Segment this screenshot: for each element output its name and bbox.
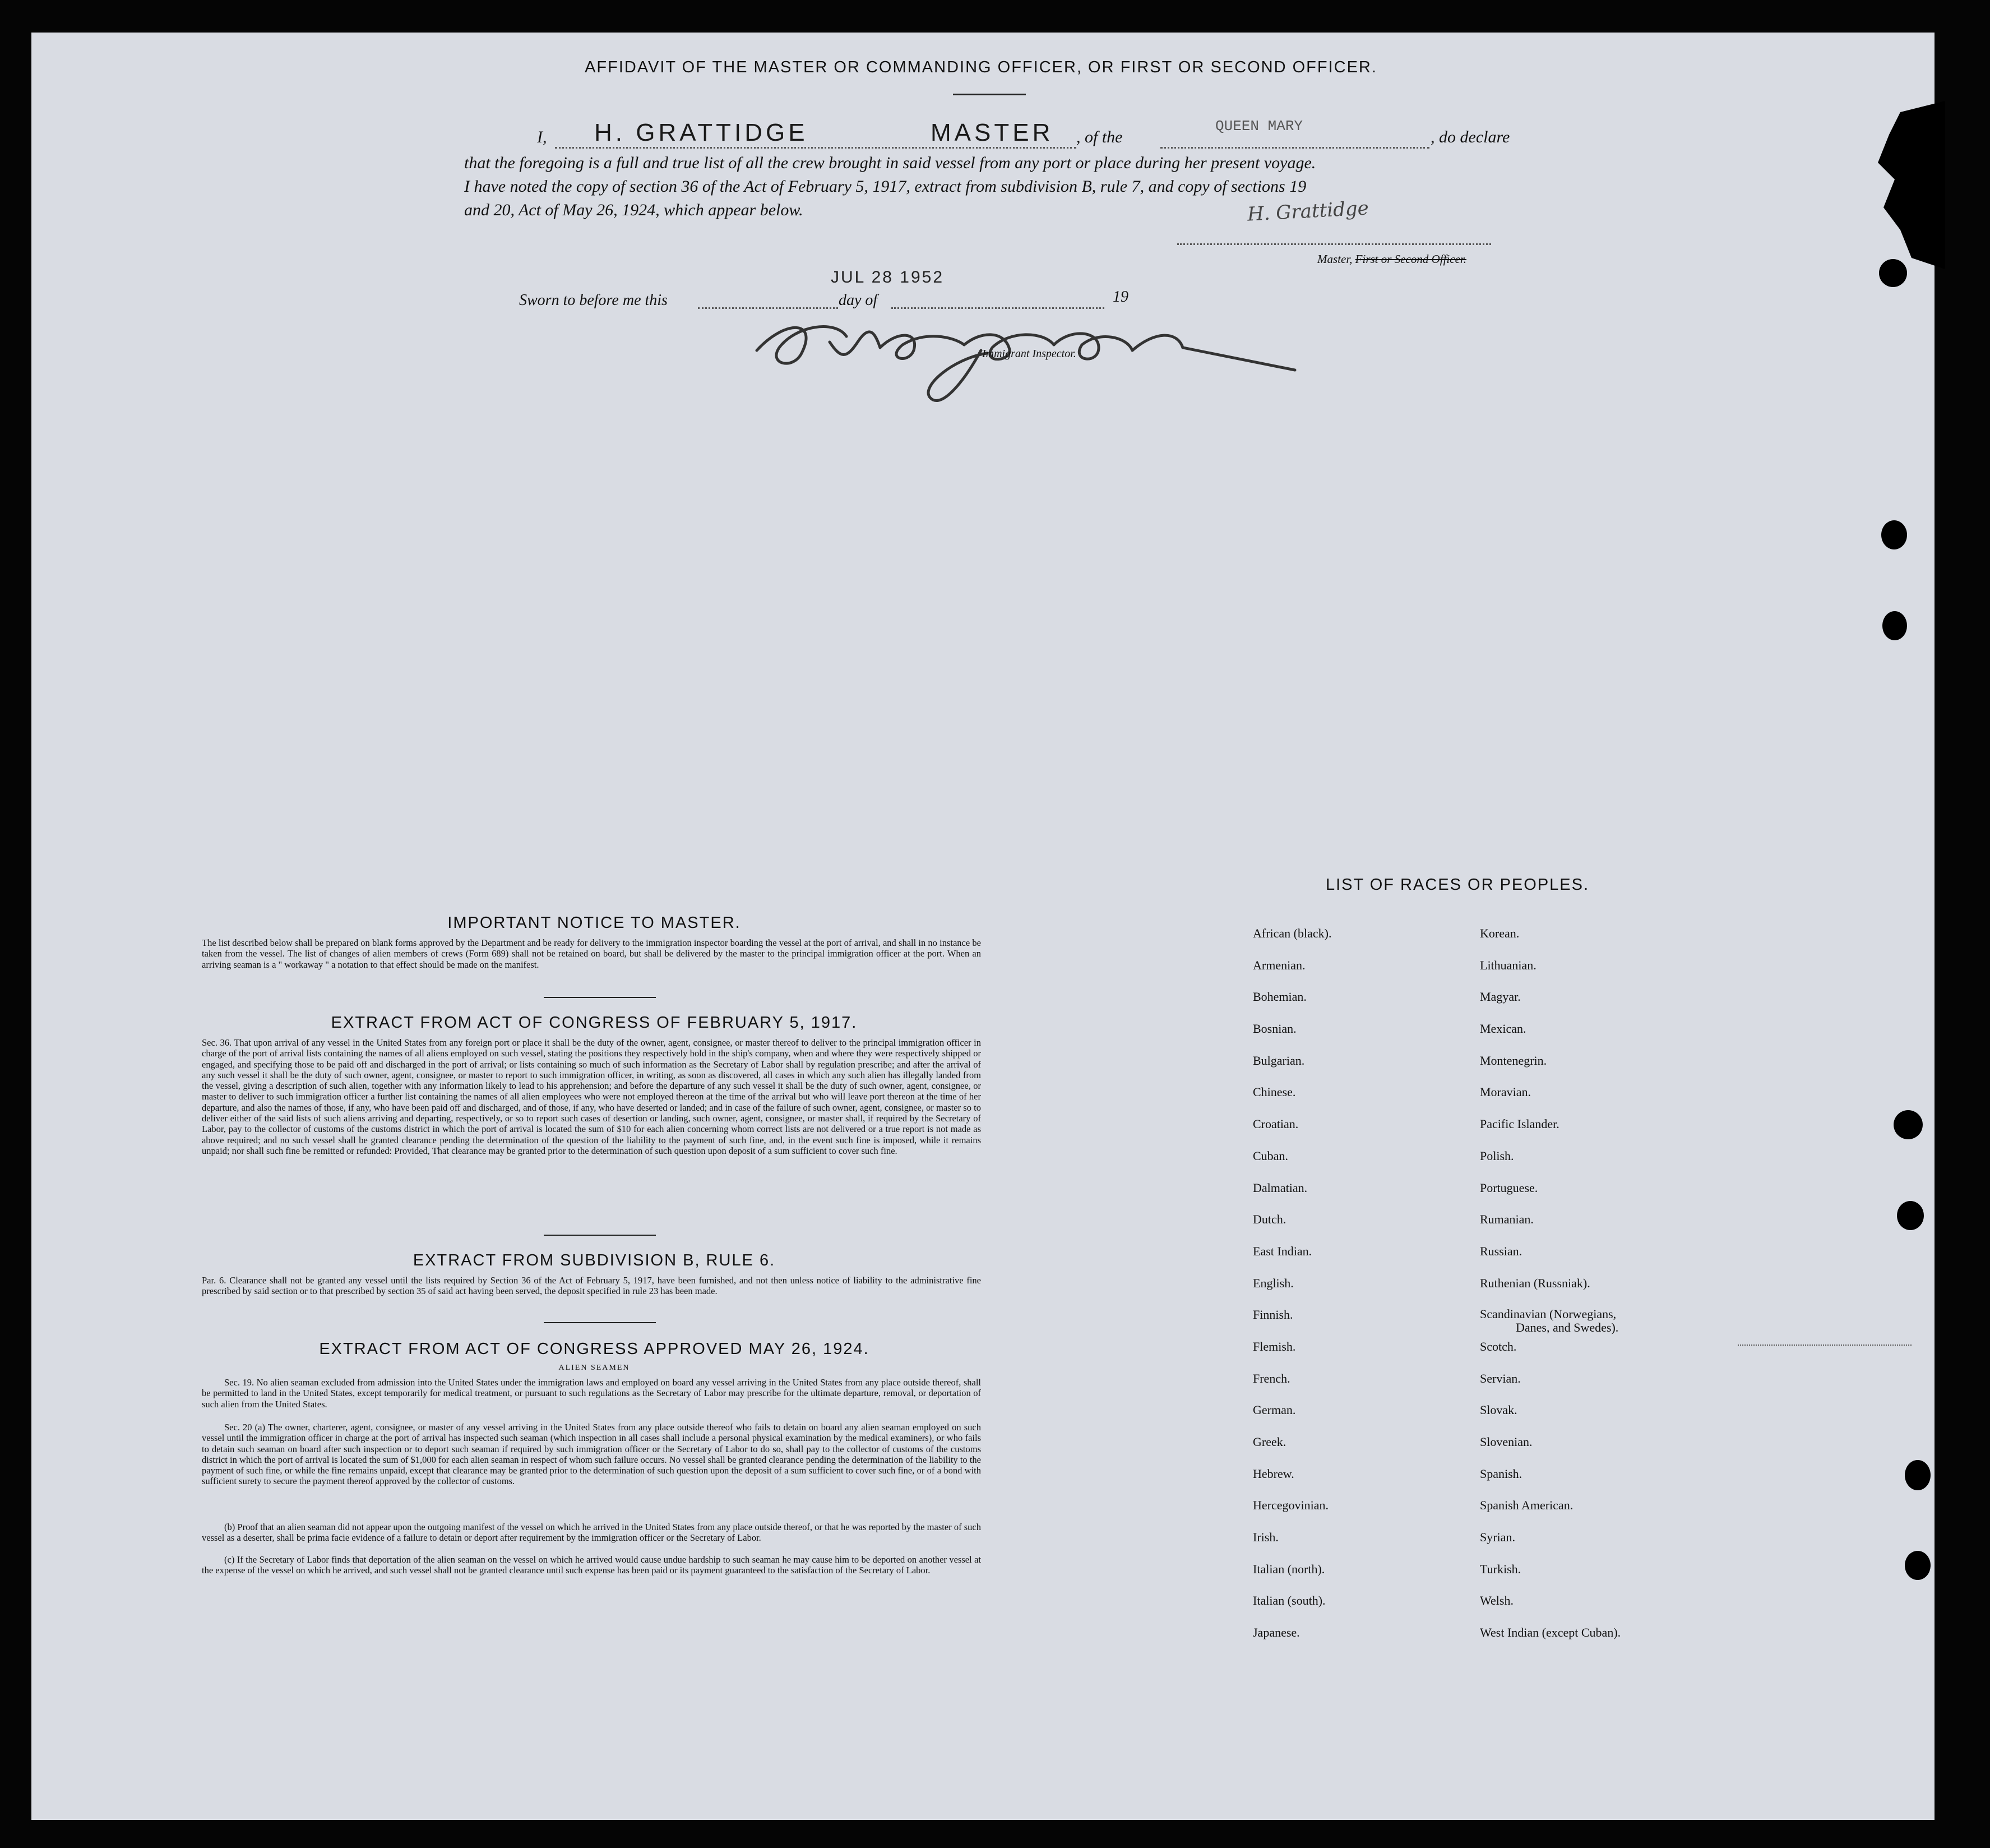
- vessel-line: [1160, 147, 1429, 149]
- race-item: Portuguese.: [1480, 1180, 1538, 1195]
- race-item: Cuban.: [1253, 1148, 1288, 1163]
- punch-hole-icon: [1905, 1460, 1931, 1490]
- sworn-prefix: Sworn to before me this: [519, 292, 668, 309]
- race-item: Moravian.: [1480, 1085, 1531, 1099]
- race-item: Dutch.: [1253, 1212, 1286, 1227]
- race-item: Dalmatian.: [1253, 1180, 1308, 1195]
- race-item: Slovenian.: [1480, 1435, 1533, 1449]
- master-rank-handwritten: MASTER: [931, 119, 1054, 146]
- race-item: Polish.: [1480, 1148, 1514, 1163]
- signature-line: [1177, 243, 1491, 245]
- race-item: Spanish American.: [1480, 1498, 1574, 1513]
- race-item: Greek.: [1253, 1435, 1286, 1449]
- torn-edge-mark: [1867, 101, 1945, 269]
- do-declare-label: , do declare: [1431, 128, 1510, 146]
- race-item: Spanish.: [1480, 1466, 1522, 1481]
- extract-1924-sec20b: (b) Proof that an alien seaman did not appear upon the outgoing manifest of the vessel on which he arrived in the United States from any place outside thereof, or that he was reported by the master of such vessel as a deserter, shall be prima facie evidence of a failure to detain or deport after requirement by the immigration officer or the Secretary of Labor.: [202, 1522, 981, 1544]
- race-item: Hebrew.: [1253, 1466, 1294, 1481]
- affidavit-title: AFFIDAVIT OF THE MASTER OR COMMANDING OFFICER, OR FIRST OR SECOND OFFICER.: [585, 58, 1377, 76]
- extract-1924-sec20c: (c) If the Secretary of Labor finds that deportation of the alien seaman on the vessel on which he arrived would cause undue hardship to such seaman he may cause him to be deported on another vessel at the expense of the vessel on which he arrived, and such vessel shall not be granted clearance until such expense has been paid or its payment guaranteed to the satisfaction of the Secretary of Labor.: [202, 1554, 981, 1576]
- race-item: Servian.: [1480, 1371, 1521, 1385]
- race-item: Bohemian.: [1253, 990, 1307, 1004]
- race-item: Syrian.: [1480, 1530, 1515, 1545]
- races-title: LIST OF RACES OR PEOPLES.: [1325, 876, 1590, 894]
- affidavit-line-3: I have noted the copy of section 36 of the Act of February 5, 1917, extract from subdivision B, rule 7, and copy of sections 19: [464, 177, 1307, 196]
- of-the-label: , of the: [1076, 128, 1123, 146]
- punch-hole-icon: [1882, 611, 1907, 640]
- affidavit-line-4: and 20, Act of May 26, 1924, which appear below.: [464, 201, 803, 219]
- race-item: West Indian (except Cuban).: [1480, 1625, 1621, 1640]
- race-item: English.: [1253, 1276, 1294, 1290]
- extract-rule6-title: EXTRACT FROM SUBDIVISION B, RULE 6.: [413, 1251, 776, 1269]
- punch-hole-icon: [1905, 1551, 1931, 1580]
- races-column-1: [1253, 926, 1455, 1657]
- master-name-handwritten: H. GRATTIDGE: [594, 119, 808, 146]
- race-item: Armenian.: [1253, 958, 1306, 972]
- race-item: Magyar.: [1480, 990, 1521, 1004]
- vessel-name-typed: QUEEN MARY: [1215, 118, 1303, 135]
- faint-dotted-mark: [1738, 1345, 1912, 1346]
- signature-caption-struck: First or Second Officer.: [1355, 252, 1466, 266]
- race-item: African (black).: [1253, 926, 1332, 940]
- race-item: Mexican.: [1480, 1022, 1526, 1036]
- punch-hole-icon: [1897, 1201, 1924, 1230]
- race-item: French.: [1253, 1371, 1290, 1385]
- notice-title: IMPORTANT NOTICE TO MASTER.: [447, 914, 741, 932]
- extract-1917-body: Sec. 36. That upon arrival of any vessel in the United States from any foreign port or place it shall be the duty of the owner, agent, consignee, or master thereof to deliver to the principal immigration officer in charge of the port of arrival lists containing the names of all aliens employed on such vessel, stating the positions they respectively hold in the ship's company, when and where they were respectively shipped or engaged, and specifying those to be paid off and discharged in the port of arrival; or lists containing so much of such information as the Secretary of Labor shall by regulation prescribe; and after the arrival of any such vessel it shall be the duty of such owner, agent, consignee, or master to report to such immigration officer, in writing, as soon as discovered, all cases in which any such alien has illegally landed from the vessel, giving a description of such alien, together with any information likely to lead to his apprehension; and before the departure of any such vessel it shall be the duty of such owner, agent, consignee, or master to deliver to such immigration officer a further list containing the names of all alien employees who were not employed thereon at the time of the arrival but who will leave port thereon at the time of her departure, and also the names of those, if any, who have been paid off and discharged, and of those, if any, who have deserted or landed; and in case of the failure of such owner, agent, consignee, or master so to deliver either of the said lists of such aliens arriving and departing, respectively, or so to report such cases of desertion or landing, such owner, agent, consignee, or master shall, if required by the Secretary of Labor, pay to the collector of customs of the customs district in which the port of arrival is located the sum of $10 for each alien concerning whom correct lists are not delivered or a true report is not made as above required; and no such vessel shall be granted clearance pending the determination of the question of the liability to the payment of such fine, and, in the event such fine is imposed, while it remains unpaid; nor shall such fine be remitted or refunded: Provided, That clearance may be granted prior to the determination of such question upon deposit of a sum sufficient to cover such fine.: [202, 1037, 981, 1156]
- title-divider: [953, 94, 1026, 95]
- race-item: Turkish.: [1480, 1561, 1521, 1576]
- race-item: Finnish.: [1253, 1308, 1293, 1322]
- affidavit-line-2: that the foregoing is a full and true list of all the crew brought in said vessel from any port or place during her present voyage.: [464, 154, 1316, 172]
- race-item: Bosnian.: [1253, 1022, 1297, 1036]
- race-item: Montenegrin.: [1480, 1053, 1547, 1068]
- race-item: Pacific Islander.: [1480, 1117, 1559, 1131]
- extract-1917-title: EXTRACT FROM ACT OF CONGRESS OF FEBRUARY 5, 1917.: [331, 1014, 858, 1032]
- race-item: [1480, 1308, 1715, 1339]
- extract-rule6-body: Par. 6. Clearance shall not be granted any vessel until the lists required by Section 36 of the Act of February 5, 1917, have been furnished, and not then unless notice of liability to the administrative fine prescribed by said section or to that prescribed by section 35 of said act having been served, the deposit specified in rule 23 has been made.: [202, 1275, 981, 1297]
- affidavit-i-prefix: I,: [537, 128, 547, 146]
- master-name-line: [555, 147, 1076, 149]
- signature-caption-master: Master,: [1317, 252, 1353, 266]
- race-item: Japanese.: [1253, 1625, 1300, 1640]
- race-item: Rumanian.: [1480, 1212, 1534, 1227]
- race-item: Irish.: [1253, 1530, 1279, 1545]
- race-item-scandinavian: Scandinavian (Norwegians,: [1480, 1307, 1617, 1322]
- master-signature: H. Grattidge: [1247, 197, 1369, 226]
- race-item: Bulgarian.: [1253, 1053, 1305, 1068]
- punch-hole-icon: [1881, 520, 1907, 549]
- extract-rule6-divider: [544, 1322, 656, 1323]
- extract-1917-divider: [544, 1235, 656, 1236]
- notice-divider: [544, 997, 656, 998]
- extract-1924-title: EXTRACT FROM ACT OF CONGRESS APPROVED MAY 26, 1924.: [319, 1340, 869, 1358]
- sworn-day-of: day of: [839, 292, 878, 309]
- race-item: Lithuanian.: [1480, 958, 1537, 972]
- sworn-stamp-date: JUL 28 1952: [831, 268, 945, 287]
- extract-1924-sec19: Sec. 19. No alien seaman excluded from admission into the United States under the immigration laws and employed on board any vessel arriving in the United States from any place outside thereof, shall be permitted to land in the United States, except temporarily for medical treatment, or pursuant to such regulations as the Secretary of Labor may prescribe for the ultimate departure, removal, or deportation of such alien from the United States.: [202, 1377, 981, 1410]
- race-item: Slovak.: [1480, 1403, 1517, 1417]
- race-item: Russian.: [1480, 1244, 1522, 1258]
- race-item: Hercegovinian.: [1253, 1498, 1329, 1513]
- races-column-2: [1480, 926, 1715, 1657]
- race-item: Scotch.: [1480, 1339, 1517, 1353]
- race-item: Korean.: [1480, 926, 1520, 940]
- race-item: Flemish.: [1253, 1339, 1296, 1353]
- extract-1924-sec20a: Sec. 20 (a) The owner, charterer, agent, consignee, or master of any vessel arriving in the United States from any place outside thereof who fails to detain on board any alien seaman employed on such vessel until the immigration officer in charge at the port of arrival has inspected such seaman (which inspection in all cases shall include a personal physical examination by the medical examiners), or who fails to detain such seaman on board after such inspection or to deport such seaman if required by such immigration officer or the Secretary of Labor to do so, shall pay to the collector of customs of the customs district in which the port of arrival is located the sum of $1,000 for each alien seaman in respect of whom such failure occurs. No vessel shall be granted clearance pending the determination of the liability to the payment of such fine, or while the fine remains unpaid, except that clearance may be granted prior to the determination of such question upon the deposit of a sum sufficient to cover such fine, or of a bond with sufficient surety to secure the payment thereof approved by the collector of customs.: [202, 1422, 981, 1487]
- race-item: Welsh.: [1480, 1593, 1514, 1608]
- race-item: Croatian.: [1253, 1117, 1299, 1131]
- race-item: German.: [1253, 1403, 1296, 1417]
- inspector-caption: Immigrant Inspector.: [982, 348, 1076, 360]
- race-item: Chinese.: [1253, 1085, 1296, 1099]
- race-item: Italian (north).: [1253, 1561, 1325, 1576]
- notice-body: The list described below shall be prepared on blank forms approved by the Department and be ready for delivery to the immigration inspector boarding the vessel at the port of arrival, and shall in no instance be taken from the vessel. The list of changes of alien members of crews (Form 689) shall not be retained on board, but shall be delivered by the master to the principal immigration officer at the port. When an arriving seaman is a " workaway " a notation to that effect should be made on the manifest.: [202, 937, 981, 970]
- race-item: Italian (south).: [1253, 1593, 1326, 1608]
- sworn-year-prefix: 19: [1113, 288, 1128, 306]
- race-item-scandinavian-cont: Danes, and Swedes).: [1516, 1320, 1619, 1335]
- race-item: Ruthenian (Russniak).: [1480, 1276, 1590, 1290]
- punch-hole-icon: [1894, 1110, 1923, 1139]
- extract-1924-subtitle: ALIEN SEAMEN: [558, 1364, 630, 1372]
- race-item: East Indian.: [1253, 1244, 1312, 1258]
- signature-caption: [1317, 252, 1466, 266]
